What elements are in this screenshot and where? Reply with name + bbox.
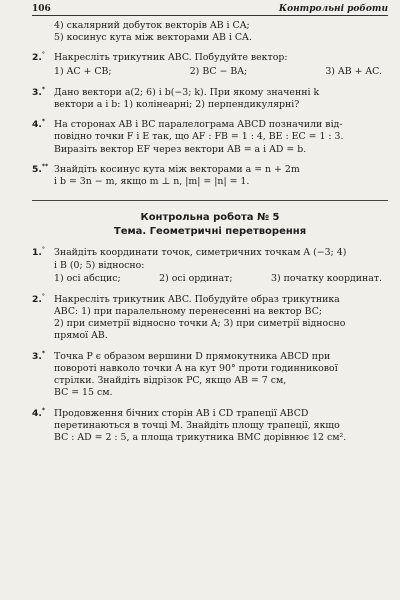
cr5-task-3-line-4: BC = 15 см.: [54, 387, 113, 399]
cr5-task-3-line-3: стрілки. Знайдіть відрізок PC, якщо AB = 7 см,: [54, 375, 287, 387]
cr5-task-4-line-3: BC : AD = 2 : 5, а площа трикутника BMC дорівнює 12 см².: [54, 431, 347, 443]
task-3-number: 3.*: [32, 85, 46, 98]
page-number: 106: [32, 4, 51, 14]
cr5-task-1-option-1: 1) осі абсцис;: [54, 272, 121, 284]
cr5-task-1-options: [32, 272, 388, 286]
cr5-task-1-line-1: 1.° Знайдіть координати точок, симетричних точкам A (−3; 4): [32, 246, 347, 259]
task-1-item-5: 5) косинус кута між векторами AB і CA.: [54, 32, 252, 44]
cr5-task-4-number: 4.*: [32, 406, 46, 419]
cr5-task-2-line-2: ABC: 1) при паралельному перенесенні на вектор BC;: [54, 306, 323, 318]
cr5-task-1-option-3: 3) початку координат.: [270, 272, 382, 284]
task-4-line-2: повідно точки F і E так, що AF : FB = 1 : 4, BE : EC = 1 : 3.: [54, 131, 344, 143]
cr5-task-3-number: 3.*: [32, 349, 46, 362]
cr5-task-1-number: 1.°: [32, 246, 45, 259]
cr5-task-3-line-2: повороті навколо точки A на кут 90° проти годинникової: [54, 362, 338, 374]
task-5-line-2: і b = 3n − m, якщо m ⊥ n, |m| = |n| = 1.: [54, 176, 250, 188]
cr5-task-1-line-2: і B (0; 5) відносно:: [54, 259, 145, 271]
page-content: [32, 20, 388, 444]
task-1-item-4: 4) скалярний добуток векторів AB і CA;: [54, 20, 250, 31]
cr5-task-2-number: 2.°: [32, 292, 45, 305]
task-2-options: [32, 65, 388, 79]
cr5-task-2-line-3: 2) при симетрії відносно точки A; 3) при симетрії відносно: [54, 318, 346, 330]
task-4-number: 4.*: [32, 118, 46, 131]
task-3-line-1: 3.* Дано вектори a(2; 6) і b(−3; k). При якому значенні k: [32, 85, 320, 98]
cr5-task-2-line-1: 2.° Накресліть трикутник ABC. Побудуйте образ трикутника: [32, 292, 340, 305]
task-2: 2.° Накресліть трикутник ABC. Побудуйте вектор:: [32, 51, 288, 64]
task-2-option-3: 3) AB + AC.: [325, 65, 382, 77]
task-4-line-1: 4.* На сторонах AB і BC паралелограма ABCD позначили від-: [32, 118, 343, 131]
section-title: Контрольна робота № 5: [140, 212, 280, 224]
section-divider: [32, 200, 388, 201]
running-title: Контрольні роботи: [278, 4, 388, 14]
page-header: [32, 0, 388, 16]
cr5-task-4-line-1: 4.* Продовження бічних сторін AB і CD трапеції ABCD: [32, 406, 309, 419]
section-theme: Тема. Геометричні перетворення: [113, 226, 307, 238]
task-2-number: 2.°: [32, 51, 45, 64]
cr5-task-3-line-1: 3.* Точка P є образом вершини D прямокутника ABCD при: [32, 349, 331, 362]
cr5-task-2-line-4: прямої AB.: [54, 330, 108, 342]
task-3-line-2: вектори a і b: 1) колінеарні; 2) перпендикулярні?: [54, 98, 300, 110]
cr5-task-4-line-2: перетинаються в точці M. Знайдіть площу трапеції, якщо: [54, 419, 340, 431]
task-5-number: 5.**: [32, 162, 49, 175]
cr5-task-1-option-2: 2) осі ординат;: [159, 272, 233, 284]
task-4-line-3: Виразіть вектор EF через вектори AB = a і AD = b.: [54, 143, 307, 155]
task-2-option-1: 1) AC + CB;: [54, 65, 112, 77]
task-2-option-2: 2) BC − BA;: [189, 65, 248, 77]
task-5-line-1: 5.** Знайдіть косинус кута між векторами a = n + 2m: [32, 162, 300, 175]
